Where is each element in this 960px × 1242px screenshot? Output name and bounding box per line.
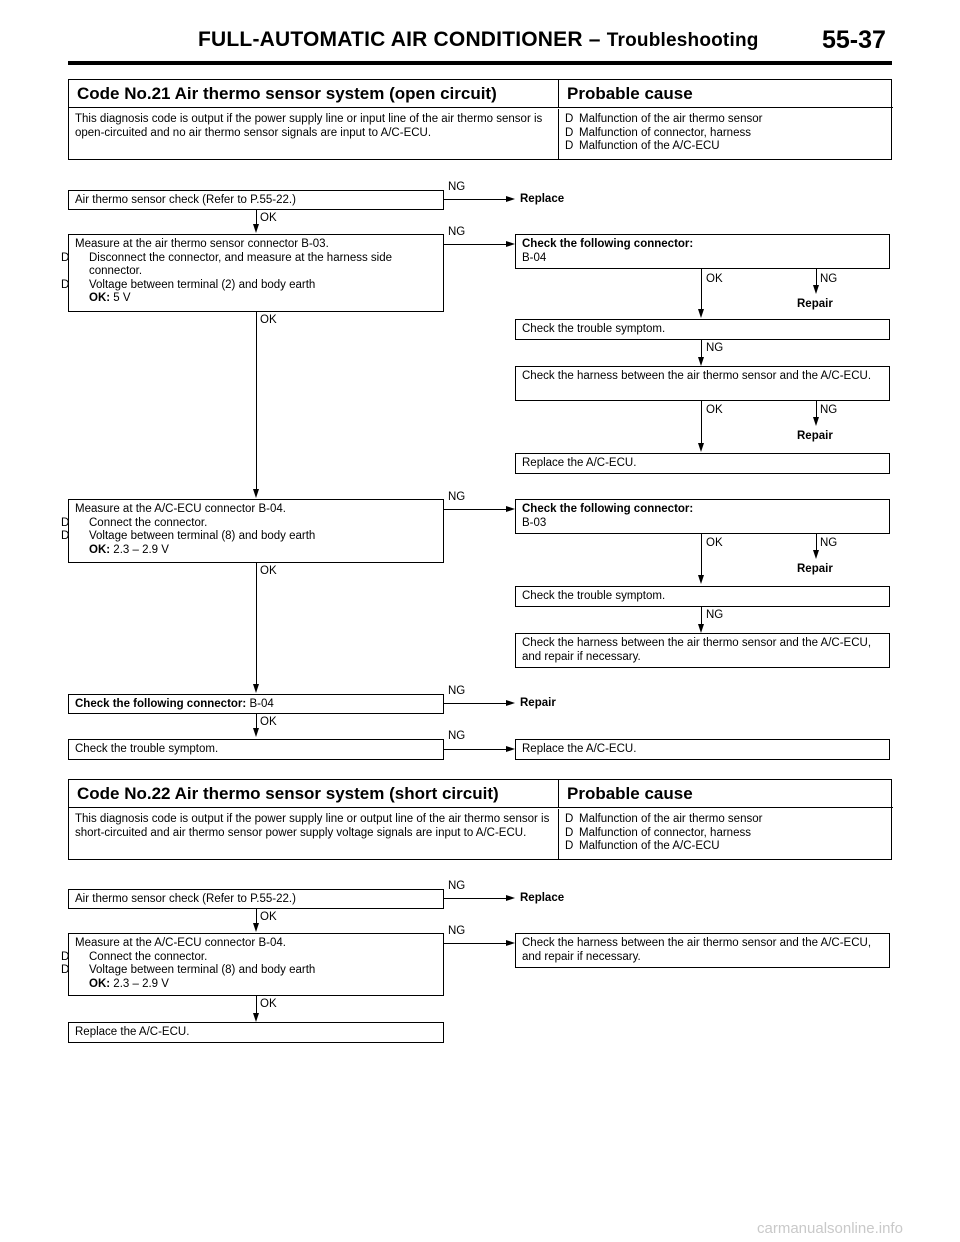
ok-label: OK: [706, 404, 723, 416]
cause-item: D Malfunction of connector, harness: [565, 126, 751, 139]
ng-label: NG: [448, 685, 466, 697]
flow21-r2-box: Check the trouble symptom.: [515, 319, 890, 340]
flow21-step5-ng-box: Replace the A/C-ECU.: [515, 739, 890, 760]
arrow-down-icon: [253, 1013, 259, 1022]
repair-label: Repair: [797, 563, 833, 575]
connector-line: [444, 898, 506, 899]
arrow-right-icon: [506, 506, 515, 512]
flow21-r6-box: Check the trouble symptom.: [515, 586, 890, 607]
page-number: 55-37: [822, 26, 886, 54]
code22-table: [68, 779, 892, 860]
code21-table: [68, 79, 892, 160]
flow21-r7-box: Check the harness between the air thermo sensor and the A/C-ECU, and repair if necessary.: [515, 633, 890, 668]
cause-item: D Malfunction of the A/C-ECU: [565, 840, 720, 853]
ng-label: NG: [706, 342, 724, 354]
arrow-down-icon: [253, 728, 259, 737]
ok-label: OK: [260, 565, 277, 577]
flow21-step5-box: Check the trouble symptom.: [68, 739, 444, 760]
connector-line: [444, 749, 506, 750]
arrow-down-icon: [813, 550, 819, 559]
arrow-right-icon: [506, 241, 515, 247]
cause-item: D Malfunction of the air thermo sensor: [565, 813, 763, 826]
arrow-down-icon: [813, 285, 819, 294]
ok-label: OK: [260, 212, 277, 224]
connector-line: [816, 401, 817, 418]
ok-label: OK: [706, 273, 723, 285]
arrow-right-icon: [506, 700, 515, 706]
ng-label: NG: [820, 537, 838, 549]
cause-item: D Malfunction of the A/C-ECU: [565, 140, 720, 153]
repair-label: Repair: [797, 430, 833, 442]
repair-label: Repair: [797, 298, 833, 310]
code22-title: Code No.22 Air thermo sensor system (short circuit): [69, 780, 559, 808]
arrow-right-icon: [506, 940, 515, 946]
connector-line: [701, 534, 702, 576]
arrow-down-icon: [698, 443, 704, 452]
ok-label: OK: [260, 716, 277, 728]
arrow-down-icon: [813, 417, 819, 426]
flow21-step1-ng-result: Replace: [520, 193, 565, 205]
ng-label: NG: [448, 925, 466, 937]
code21-title: Code No.21 Air thermo sensor system (open circuit): [69, 80, 559, 108]
flow22-step1-ng-result: Replace: [520, 892, 565, 904]
ng-label: NG: [448, 730, 466, 742]
page-title: FULL-AUTOMATIC AIR CONDITIONER – Troubleshooting: [198, 28, 759, 51]
watermark: carmanualsonline.info: [757, 1220, 903, 1237]
connector-line: [256, 714, 257, 729]
flow22-step3-box: Replace the A/C-ECU.: [68, 1022, 444, 1043]
arrow-down-icon: [253, 489, 259, 498]
ok-label: OK: [260, 314, 277, 326]
ok-label: OK: [706, 537, 723, 549]
code21-description: This diagnosis code is output if the power supply line or input line of the air thermo sensor is open-circuited and no air thermo sensor signals are input to A/C-ECU.: [69, 109, 559, 159]
code22-cause-header: Probable cause: [559, 780, 893, 808]
flow21-step1-box: Air thermo sensor check (Refer to P.55-22.): [68, 190, 444, 210]
connector-line: [256, 563, 257, 685]
code22-causes: [559, 809, 893, 859]
header-rule: [68, 61, 892, 65]
flow21-step4-box: Check the following connector: B-04: [68, 694, 444, 714]
flow21-r4-box: Replace the A/C-ECU.: [515, 453, 890, 474]
arrow-down-icon: [253, 224, 259, 233]
ng-label: NG: [820, 404, 838, 416]
ng-label: NG: [448, 880, 466, 892]
arrow-right-icon: [506, 196, 515, 202]
arrow-down-icon: [253, 923, 259, 932]
arrow-down-icon: [698, 575, 704, 584]
connector-line: [256, 312, 257, 490]
flow21-step4-ng-result: Repair: [520, 697, 556, 709]
flow21-step2-box: Measure at the air thermo sensor connector B-03. D Disconnect the connector, and measure at the harness side connector. D Voltage between terminal (2) and body earth OK: 5 V: [68, 234, 444, 312]
flow21-step3-box: Measure at the A/C-ECU connector B-04. D Connect the connector. D Voltage between terminal (8) and body earth OK: 2.3 – 2.9 V: [68, 499, 444, 563]
flow22-step1-box: Air thermo sensor check (Refer to P.55-22.): [68, 889, 444, 909]
connector-line: [444, 244, 506, 245]
arrow-right-icon: [506, 895, 515, 901]
ng-label: NG: [448, 491, 466, 503]
flow21-r3-box: Check the harness between the air thermo sensor and the A/C-ECU.: [515, 366, 890, 401]
connector-line: [701, 269, 702, 309]
connector-line: [701, 401, 702, 444]
cause-item: D Malfunction of the air thermo sensor: [565, 113, 763, 126]
ok-label: OK: [260, 911, 277, 923]
connector-line: [444, 199, 506, 200]
connector-line: [816, 269, 817, 286]
code21-cause-header: Probable cause: [559, 80, 893, 108]
flow22-step2-ng-box: Check the harness between the air thermo sensor and the A/C-ECU, and repair if necessary.: [515, 933, 890, 968]
cause-item: D Malfunction of connector, harness: [565, 826, 751, 839]
connector-line: [816, 534, 817, 551]
flow21-r5-box: Check the following connector: B-03: [515, 499, 890, 534]
connector-line: [444, 943, 506, 944]
ok-label: OK: [260, 998, 277, 1010]
arrow-down-icon: [698, 357, 704, 366]
connector-line: [256, 996, 257, 1014]
connector-line: [256, 909, 257, 924]
connector-line: [701, 340, 702, 358]
code21-causes: [559, 109, 893, 159]
flow21-r1-box: Check the following connector: B-04: [515, 234, 890, 269]
ng-label: NG: [820, 273, 838, 285]
connector-line: [701, 607, 702, 625]
ng-label: NG: [448, 181, 466, 193]
ng-label: NG: [706, 609, 724, 621]
code22-description: This diagnosis code is output if the power supply line or output line of the air thermo sensor is short-circuited and air thermo sensor power supply voltage signals are input to A/C-ECU.: [69, 809, 559, 859]
arrow-right-icon: [506, 746, 515, 752]
arrow-down-icon: [698, 309, 704, 318]
arrow-down-icon: [698, 624, 704, 633]
connector-line: [444, 703, 506, 704]
connector-line: [444, 509, 506, 510]
arrow-down-icon: [253, 684, 259, 693]
flow22-step2-box: Measure at the A/C-ECU connector B-04. D Connect the connector. D Voltage between terminal (8) and body earth OK: 2.3 – 2.9 V: [68, 933, 444, 996]
ng-label: NG: [448, 226, 466, 238]
connector-line: [256, 210, 257, 225]
